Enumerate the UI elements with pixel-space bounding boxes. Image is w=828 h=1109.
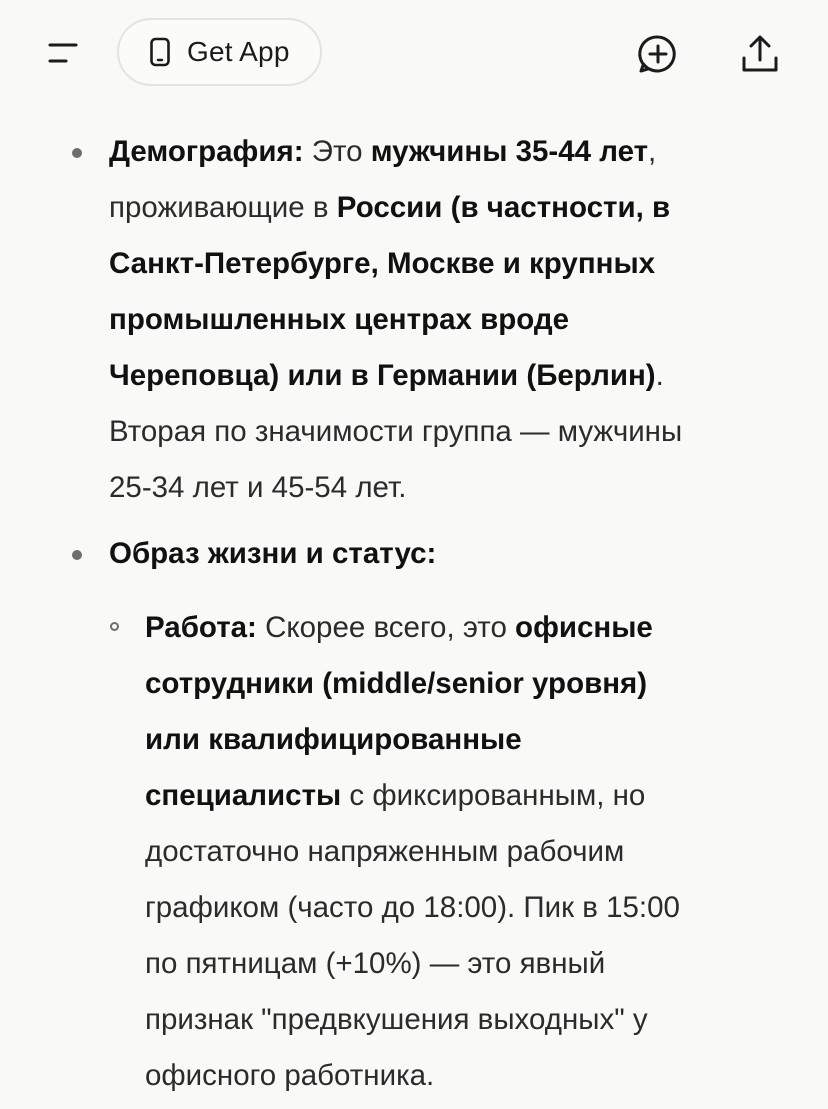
text-line (109, 526, 799, 582)
text-line (109, 236, 799, 292)
new-chat-icon (633, 30, 683, 80)
list-item-demography (109, 124, 799, 516)
share-button[interactable] (735, 30, 785, 80)
menu-icon (48, 42, 78, 64)
bullet-ring (110, 622, 119, 631)
text-line (109, 404, 799, 460)
text-span: с фиксированным, но (341, 779, 646, 812)
bold-span: России (в частности, в (336, 191, 671, 224)
bold-span: или квалифицированные (145, 723, 522, 756)
menu-button[interactable] (34, 30, 90, 76)
text-line (145, 824, 805, 880)
phone-icon (149, 37, 171, 67)
text-span: графиком (часто до 18:00). Пик в 15:00 (145, 891, 680, 924)
bold-span: специалисты (145, 779, 342, 812)
text-span: Это (303, 135, 371, 168)
bold-span: промышленных центрах вроде (109, 303, 570, 336)
list-item-lifestyle (109, 526, 799, 582)
get-app-button[interactable] (117, 18, 322, 86)
text-span: 25-34 лет и 45-54 лет. (109, 471, 407, 504)
text-line (109, 124, 799, 180)
text-line (109, 460, 799, 516)
bullet-dot (72, 550, 82, 560)
demography-label: Демография: (109, 135, 304, 168)
text-line (109, 292, 799, 348)
bold-span: мужчины 35-44 лет (370, 135, 649, 168)
text-span: офисного работника. (145, 1059, 435, 1092)
text-line (145, 712, 805, 768)
bold-span: Санкт-Петербурге, Москве и крупных (109, 247, 656, 280)
text-line (145, 656, 805, 712)
text-span: по пятницам (+10%) — это явный (145, 947, 606, 980)
text-line (145, 768, 805, 824)
text-span: . (655, 359, 664, 392)
work-label: Работа: (145, 611, 257, 644)
text-span: достаточно напряженным рабочим (145, 835, 625, 868)
text-line (109, 180, 799, 236)
list-item-work (145, 600, 805, 1104)
top-bar (0, 0, 828, 108)
text-span: Скорее всего, это (256, 611, 516, 644)
bold-span: офисные (515, 611, 653, 644)
text-line (145, 880, 805, 936)
bold-span: сотрудники (middle/senior уровня) (145, 667, 648, 700)
text-line (145, 992, 805, 1048)
text-line (145, 600, 805, 656)
bold-span: Череповца) или в Германии (Берлин) (109, 359, 656, 392)
text-line (109, 348, 799, 404)
lifestyle-label: Образ жизни и статус: (109, 537, 437, 570)
text-span: , (648, 135, 657, 168)
get-app-label: Get App (187, 36, 290, 67)
text-span: признак "предвкушения выходных" у (145, 1003, 648, 1036)
text-span: проживающие в (109, 191, 337, 224)
bullet-dot (72, 148, 82, 158)
text-span: Вторая по значимости группа — мужчины (109, 415, 683, 448)
share-icon (735, 30, 785, 80)
text-line (145, 936, 805, 992)
text-line (145, 1048, 805, 1104)
new-chat-button[interactable] (633, 30, 683, 80)
